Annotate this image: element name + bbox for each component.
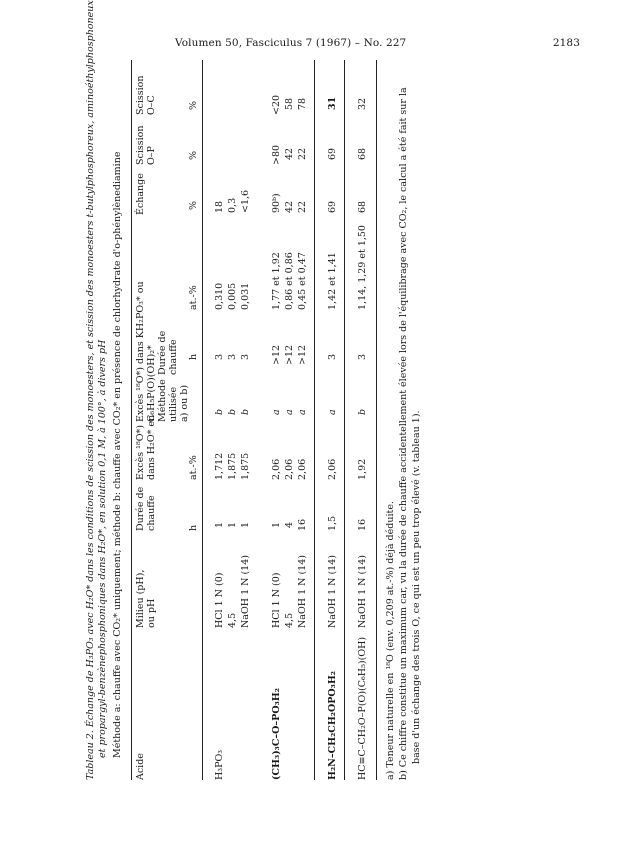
cell-echange: 42 [284,200,295,213]
header-scission-oc: Scission O–C [135,75,157,115]
cell-duree: 1 [240,521,251,528]
cell-milieu: NaOH 1 N (14) [327,555,338,628]
cell-echange: <1,6 [240,189,251,213]
cell-methode: a [271,409,282,415]
header-scission-op: Scission O–P [135,125,157,165]
page-number: 2183 [552,37,580,49]
cell-at: 0,310 [214,282,225,310]
cell-duree: 1 [271,521,282,528]
cell-scission-op: 22 [297,147,308,160]
cell-at: 0,031 [240,282,251,310]
cell-exces: 1,875 [227,452,238,480]
rule-top [131,60,132,780]
cell-milieu: NaOH 1 N (14) [357,555,368,628]
rule-bottom [376,60,377,780]
cell-acide: H₃PO₃ [214,749,225,780]
cell-at: 1,42 et 1,41 [327,252,338,310]
cell-duree: 16 [297,518,308,531]
rule-row [314,60,315,780]
cell-milieu: 4,5 [284,612,295,628]
unit-h: h [188,524,199,531]
cell-at: 1,14, 1,29 et 1,50 [357,225,368,310]
cell-duree-2: 3 [357,353,368,360]
cell-duree-2: >12 [297,344,308,365]
cell-duree-2: 3 [327,353,338,360]
cell-exces: 2,06 [327,458,338,480]
footnote-b-line-1: b) Ce chiffre constitue un maximum car, vu la durée de chauffe accidentellement élevée lors de l'équilibrage avec CO₂, le calcul a été fait sur la [398,87,409,780]
header-exces-1: Excès ¹⁸O*) dans H₂O* en [135,414,157,480]
unit-at-1: at.-% [188,455,199,480]
cell-exces: 1,875 [240,452,251,480]
cell-duree-2: 3 [227,353,238,360]
cell-scission-op: >80 [271,144,282,165]
cell-methode: a [297,409,308,415]
cell-duree: 16 [357,518,368,531]
cell-echange: 0,3 [227,197,238,213]
cell-at: 0,86 et 0,86 [284,252,295,310]
footnote-a: a) Teneur naturelle en ¹⁸O (env. 0,209 at.-%) déjà déduite. [385,501,396,780]
cell-duree-2: >12 [271,344,282,365]
unit-pct-3: % [188,100,199,110]
cell-duree: 1 [227,521,238,528]
cell-milieu: NaOH 1 N (14) [297,555,308,628]
unit-pct-2: % [188,150,199,160]
cell-scission-oc: <20 [271,94,282,115]
cell-echange: 69 [327,200,338,213]
cell-duree: 4 [284,521,295,528]
cell-acide: HC≡C–CH₂O–P(O)(C₆H₅)(OH) [357,636,368,780]
cell-methode: b [227,408,238,415]
cell-exces: 1,712 [214,452,225,480]
cell-echange: 18 [214,200,225,213]
cell-scission-oc: 78 [297,97,308,110]
caption-line-3: Méthode a: chauffe avec CO₂* uniquement; méthode b: chauffe avec CO₂* en présence de chlorhydrate d'o-phénylènediamine [112,151,123,758]
rule-row [344,60,345,780]
cell-scission-op: 42 [284,147,295,160]
cell-methode: b [214,408,225,415]
cell-scission-op: 68 [357,147,368,160]
cell-milieu: NaOH 1 N (14) [240,555,251,628]
running-head-journal: Volumen 50, Fasciculus 7 (1967) – No. 227 [175,37,407,49]
header-duree-2: Durée de chauffe [157,330,179,375]
cell-at: 0,45 et 0,47 [297,252,308,310]
cell-exces: 1,92 [357,458,368,480]
cell-duree-2: >12 [284,344,295,365]
cell-echange: 68 [357,200,368,213]
rule-header [202,60,203,780]
unit-h-2: h [188,353,199,360]
header-echange: Échange [135,173,146,215]
cell-methode: b [240,408,251,415]
cell-at: 0,005 [227,282,238,310]
cell-exces: 2,06 [271,458,282,480]
header-acide: Acide [135,753,146,780]
cell-methode: a [284,409,295,415]
cell-scission-oc: 32 [357,97,368,110]
header-methode: Méthode utilisée a) ou b) [157,379,190,422]
header-duree: Durée de chauffe [135,486,157,531]
cell-duree-2: 3 [214,353,225,360]
cell-echange: 22 [297,200,308,213]
cell-scission-op: 69 [327,147,338,160]
cell-scission-oc: 58 [284,97,295,110]
caption-line-2: et propargyl-benzènephosphoniques dans H₂O*, en solution 0,1 M, à 100°, à divers pH [97,339,108,758]
cell-acide: (CH₃)₃C–O–PO₃H₂ [271,688,282,780]
header-milieu: Milieu (pH), ou pH [135,569,157,628]
cell-duree-2: 3 [240,353,251,360]
cell-milieu: 4,5 [227,612,238,628]
cell-acide: H₂N–CH₂CH₂OPO₃H₂ [327,671,338,780]
cell-milieu: HCl 1 N (0) [214,572,225,628]
cell-echange: 90ᵇ) [271,193,282,213]
cell-methode: a [327,409,338,415]
unit-pct-1: % [188,200,199,210]
footnote-b-line-2: base d'un échange des trois O, ce qui est un peu trop élevé (v. tableau 1). [411,410,422,764]
cell-duree: 1,5 [327,515,338,531]
header-exces-2: Excès ¹⁸O*) dans KH₂PO₃* ou C₆H₅P(O)(OH)₂* [135,281,157,422]
cell-scission-oc: 31 [327,96,338,110]
cell-duree: 1 [214,521,225,528]
cell-at: 1,77 et 1,92 [271,252,282,310]
cell-methode: b [357,408,368,415]
caption-line-1: Tableau 2. Échange de H₃PO₃ avec H₂O* dans les conditions de scission des monoesters, et scission des monoesters t-butylphosphoreux, aminoéthylphosphoneux [85,0,96,780]
unit-at-2: at.-% [188,285,199,310]
cell-exces: 2,06 [297,458,308,480]
cell-milieu: HCl 1 N (0) [271,572,282,628]
cell-exces: 2,06 [284,458,295,480]
